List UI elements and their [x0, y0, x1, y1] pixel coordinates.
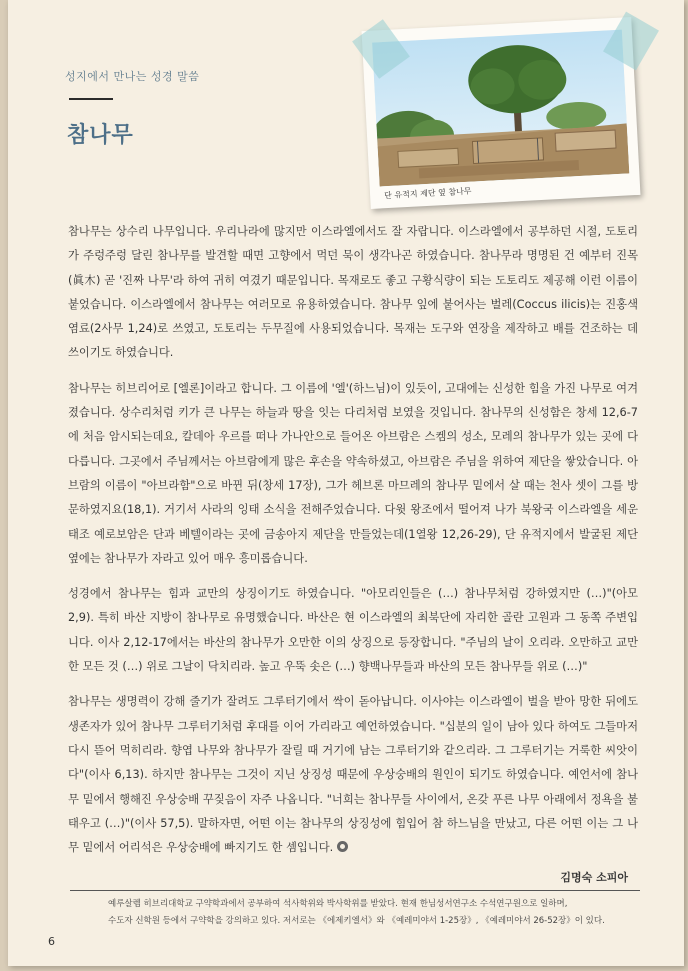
- page-title: 참나무: [67, 123, 134, 148]
- paragraph: 참나무는 히브리어로 [엘론]이라고 합니다. 그 이름에 '엘'(하느님)이 있듯이, 고대에는 신성한 힘을 가진 나무로 여겨졌습니다. 상수리처럼 키가 큰 나무는 하늘과 땅을 잇는 다리처럼 보였을 것입니다. 참나무의 신성함은 창세 12,6-7에 처음 암시되는데요, 칼데아 우르를 떠나 가나안으로 들어온 아브람은 스켐의 성소, 모레의 참나무가 있는 곳에 다다릅니다. 그곳에서 주님께서는 아브람에게 많은 후손을 약속하셨고, 아브람은 주님을 위하여 제단을 쌓았습니다. 아브람의 이름이 "아브라함"으로 바뀐 뒤(창세 17장), 그가 헤브론 마므레의 참나무 밑에서 살 때는 천사 셋이 그를 방문하였지요(18,1). 거기서 사라의 잉태 소식을 전해주었습니다. 다윗 왕조에서 떨어져 나가 북왕국 이스라엘을 세운 태조 예로보암은 단과 베텔이라는 곳에 금송아지 제단을 만들었는데(1열왕 12,26-29), 단 유적지에서 발굴된 제단 옆에는 참나무가 자라고 있어 매우 흥미롭습니다.: [68, 381, 638, 565]
- photo-caption: 단 유적지 제단 옆 참나무: [383, 186, 472, 201]
- page-number: 6: [48, 935, 55, 948]
- photo-illustration: [372, 30, 629, 187]
- paragraph: 참나무는 상수리 나무입니다. 우리나라에 많지만 이스라엘에서도 잘 자랍니다. 이스라엘에서 공부하던 시절, 도토리가 주렁주렁 달린 참나무를 발견할 때면 고향에서 먹던 묵이 생각나곤 하였습니다. 참나무라 명명된 건 예부터 진목(眞木) 곧 '진짜 나무'라 하여 귀히 여겼기 때문입니다. 목재로도 좋고 구황식량이 되는 도토리도 제공해 이런 이름이 붙었습니다. 이스라엘에서 참나무는 여러모로 유용하였습니다. 참나무 잎에 붙어사는 벌레(Coccus ilicis)는 진홍색 염료(2사무 1,24)로 쓰였고, 도토리는 두무질에 사용되었습니다. 목재는 도구와 연장을 제작하고 배를 건조하는 데 쓰이기도 하였습니다.: [68, 225, 638, 360]
- paragraph: [68, 690, 638, 860]
- paragraph-text: 참나무는 생명력이 강해 줄기가 잘려도 그루터기에서 싹이 돋아납니다. 이사야는 이스라엘이 벌을 받아 망한 뒤에도 생존자가 있어 참나무 그루터기처럼 후대를 이어 가리라고 예언하였습니다. "십분의 일이 남아 있다 하여도 그들마저 다시 뜯어 먹히리라. 향엽 나무와 참나무가 잘릴 때 거기에 남는 그루터기와 같으리라. 그 그루터기는 거룩한 씨앗이다"(이사 6,13). 하지만 참나무는 그것이 지닌 상징성 때문에 우상숭배의 원인이 되기도 하였습니다. 예언서에 참나무 밑에서 행해진 우상숭배 꾸짖음이 자주 나옵니다. "너희는 참나무들 사이에서, 온갖 푸른 나무 아래에서 정욕을 불태우고 (…)"(이사 57,5). 말하자면, 어떤 이는 참나무의 상징성에 힘입어 참 하느님을 만났고, 다른 어떤 이는 그 나무 밑에서 어리석은 우상숭배에 빠지기도 한 셈입니다.: [68, 695, 638, 855]
- author-bio: [108, 896, 640, 930]
- oak-tree-photo: [372, 30, 629, 187]
- author-name: 김명숙 소피아: [560, 871, 628, 884]
- bio-line: 예루살렘 히브리대학교 구약학과에서 공부하여 석사학위와 박사학위를 받았다. 현재 한님성서연구소 수석연구원으로 일하며,: [108, 899, 568, 909]
- article-body: [68, 220, 638, 871]
- paragraph: 성경에서 참나무는 힘과 교만의 상징이기도 하였습니다. "아모리인들은 (…) 참나무처럼 강하였지만 (…)"(아모 2,9). 특히 바산 지방이 참나무로 유명했습니다. 바산은 현 이스라엘의 최북단에 자리한 골란 고원과 그 동쪽 주변입니다. 이사 2,12-17에서는 바산의 참나무가 오만한 이의 상징으로 등장합니다. "주님의 날이 오리라. 오만하고 교만한 모든 것 (…) 위로 그날이 닥치리라. 높고 우뚝 솟은 (…) 향백나무들과 바산의 모든 참나무들 위로 (…)": [68, 587, 638, 674]
- title-divider: [69, 98, 113, 100]
- end-mark-icon: [337, 841, 348, 852]
- photo-frame: [362, 17, 641, 209]
- bio-divider: [70, 890, 640, 891]
- section-label: 성지에서 만나는 성경 말씀: [65, 70, 200, 83]
- magazine-page: [8, 0, 684, 966]
- bio-line: 수도자 신학원 등에서 구약학을 강의하고 있다. 저서로는 《에제키엘서》와 《예레미야서 1-25장》, 《예레미야서 26-52장》이 있다.: [108, 916, 605, 926]
